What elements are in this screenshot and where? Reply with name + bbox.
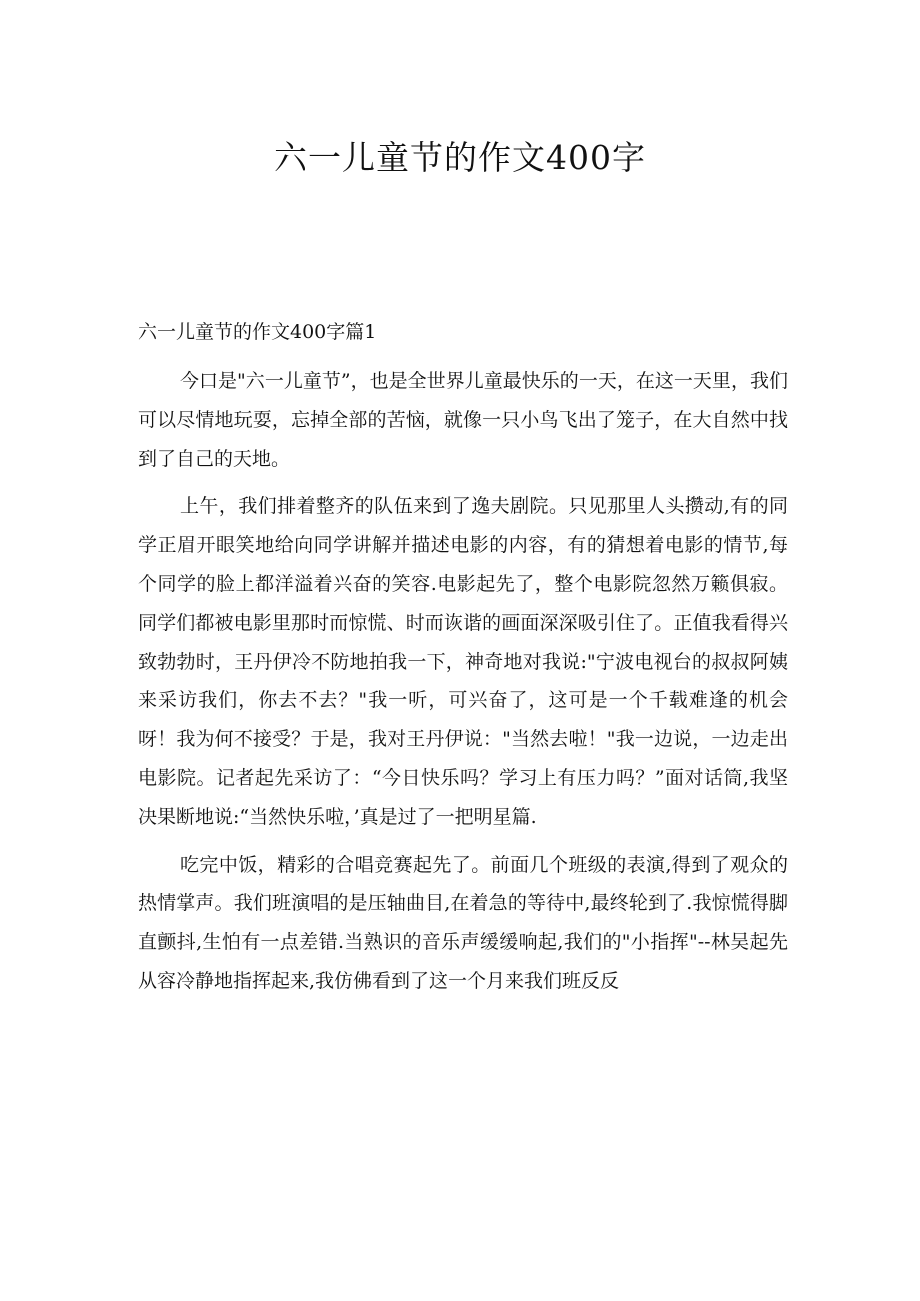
paragraph-3: 吃完中饭，精彩的合唱竞赛起先了。前面几个班级的表演,得到了观众的热情掌声。我们班演唱的是压轴曲目,在着急的等待中,最终轮到了.我惊慌得脚直颤抖,生怕有一点差错.当熟识的音乐声缓缓响起,我们的"小指挥"--林吴起先从容冷静地指挥起来,我仿佛看到了这一个月来我们班反反	[138, 853, 788, 992]
document-title: 六一儿童节的作文400字	[274, 138, 646, 177]
section-heading: 六一儿童节的作文400字篇1	[138, 321, 377, 343]
paragraph-2: 上午，我们排着整齐的队伍来到了逸夫剧院。只见那里人头攒动,有的同学正眉开眼笑地给向同学讲解并描述电影的内容，有的猜想着电影的情节,每个同学的脸上都洋溢着兴奋的笑容.电影起先了，整个电影院忽然万籁俱寂。同学们都被电影里那时而惊慌、时而诙谐的画面深深吸引住了。正值我看得兴致勃勃时，王丹伊冷不防地拍我一下，神奇地对我说:"宁波电视台的叔叔阿姨来采访我们，你去不去？"我一听，可兴奋了，这可是一个千载难逢的机会呀！我为何不接受？于是，我对王丹伊说："当然去啦！"我一边说，一边走出电影院。记者起先采访了：“今日快乐吗？学习上有压力吗？”面对话筒,我坚决果断地说:“当然快乐啦，’真是过了一把明星篇.	[138, 495, 788, 828]
paragraph-1: 今口是"六一儿童节”，也是全世界儿童最快乐的一天，在这一天里，我们可以尽情地玩耍，忘掉全部的苦恼，就像一只小鸟飞出了笼子，在大自然中找到了自己的天地。	[138, 370, 788, 470]
document-body	[138, 362, 788, 1010]
